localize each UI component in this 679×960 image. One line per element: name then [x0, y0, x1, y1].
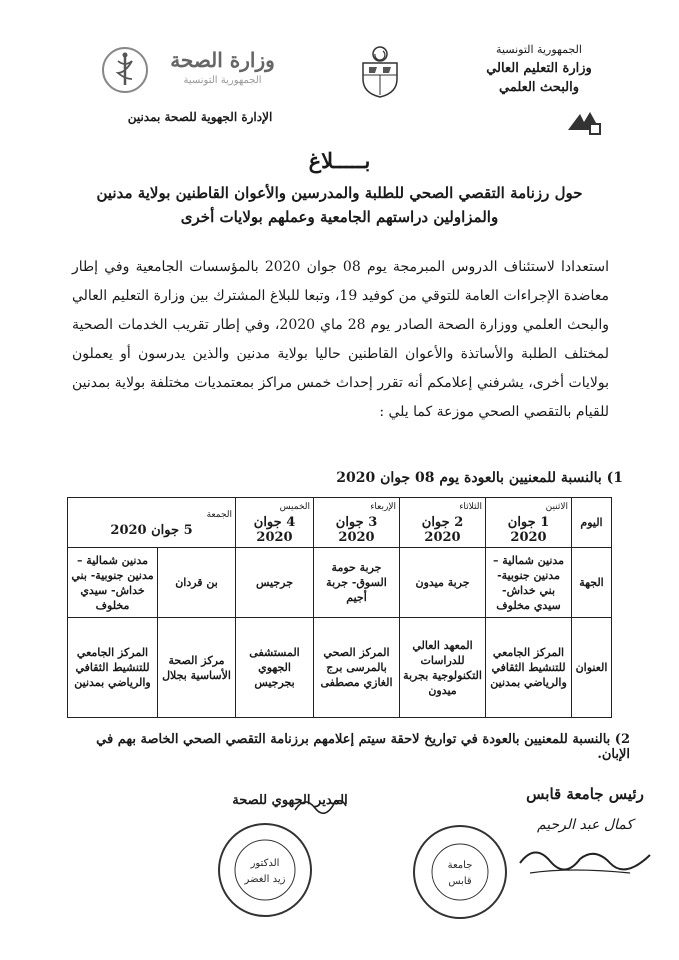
ministry-subtitle: والبحث العلمي	[499, 80, 579, 95]
ministry-name: وزارة التعليم العالي	[486, 61, 592, 76]
table-row-days	[68, 498, 612, 548]
day-cell: الثلاثاء 2 جوان 2020	[400, 498, 486, 548]
health-director-stamp	[215, 820, 315, 920]
region-cell: جربة ميدون	[400, 548, 486, 618]
university-logo	[560, 108, 608, 138]
day-cell: الخميس 4 جوان 2020	[236, 498, 314, 548]
notice-subtitle-line2: والمزاولين دراستهم الجامعية وعملهم بولايات أخرى	[180, 208, 499, 226]
region-cell: مدنين شمالية – مدنين جنوبية- بني خداش- سيدي مخلوف	[486, 548, 572, 618]
section1-heading: 1) بالنسبة للمعنيين بالعودة يوم 08 جوان 2020	[336, 470, 623, 486]
president-name: كمال عبد الرحيم	[536, 817, 634, 833]
address-cell: المركز الجامعي للتنشيط الثقافي والرياضي بمدنين	[68, 618, 158, 718]
health-logo-icon	[100, 45, 150, 95]
svg-text:الدكتور: الدكتور	[250, 858, 280, 869]
day-cell: الإربعاء 3 جوان 2020	[314, 498, 400, 548]
president-title: رئيس جامعة قابس	[526, 785, 644, 803]
handwritten-signature-icon	[510, 833, 660, 883]
row-header-address: العنوان	[572, 618, 612, 718]
tunisia-emblem	[355, 45, 405, 100]
university-stamp	[410, 822, 510, 922]
regional-director-title: المدير الجهوي للصحة	[232, 793, 348, 808]
ministry-higher-education-header	[439, 40, 639, 97]
schedule-table	[67, 497, 612, 718]
notice-body-paragraph: استعدادا لاستئناف الدروس المبرمجة يوم 08 جوان 2020 بالمؤسسات الجامعية وفي إطار معاضدة الإجراءات العامة للتوقي من كوفيد 19، وتبعا للبلاغ المشترك بين وزارة التعليم العالي والبحث العلمي ووزارة الصحة الصادر يوم 28 ماي 2020، وفي إطار تقريب الخدمات الصحية لمختلف الطلبة والأساتذة والأعوان القاطنين حاليا بولاية مدنين والذين يدرسون أو يعملون بولايات أخرى، يشرفني إعلامكم أنه تقرر إحداث خمس مراكز بمعتمديات مختلفة بولاية بمدنين للقيام بالتقصي الصحي موزعة كما يلي :	[72, 259, 610, 420]
svg-text:زيد الغضر: زيد الغضر	[244, 874, 286, 885]
regional-administration-label: الإدارة الجهوية للصحة بمدنين	[127, 110, 273, 124]
region-cell: جرجيس	[236, 548, 314, 618]
table-row-region	[68, 548, 612, 618]
address-cell: المركز الجامعي للتنشيط الثقافي والرياضي بمدنين	[486, 618, 572, 718]
health-republic-label: الجمهورية التونسية	[183, 75, 262, 86]
svg-text:قابس: قابس	[448, 876, 472, 887]
day-cell: الجمعة 5 جوان 2020	[68, 498, 236, 548]
notice-title: بـــــلاغ	[308, 148, 371, 173]
health-ministry-name: وزارة الصحة	[170, 48, 275, 72]
director-signature-icon	[290, 790, 350, 820]
address-cell: المعهد العالي للدراسات التكنولوجية بجربة ميدون	[400, 618, 486, 718]
notice-subtitle-line1: حول رزنامة التقصي الصحي للطلبة والمدرسين والأعوان القاطنين بولاية مدنين	[96, 184, 583, 202]
svg-text:جامعة: جامعة	[447, 860, 473, 871]
region-cell: بن قردان	[158, 548, 236, 618]
day-cell: الاثنين 1 جوان 2020	[486, 498, 572, 548]
row-header-day: اليوم	[572, 498, 612, 548]
address-cell: مركز الصحة الأساسية بجلال	[158, 618, 236, 718]
address-cell: المركز الصحي بالمرسى برج الغازي مصطفى	[314, 618, 400, 718]
region-cell: جربة حومة السوق- جربة أجيم	[314, 548, 400, 618]
address-cell: المستشفى الجهوي بجرجيس	[236, 618, 314, 718]
row-header-region: الجهة	[572, 548, 612, 618]
table-row-address	[68, 618, 612, 718]
university-president-signature	[510, 785, 660, 905]
section2-text: 2) بالنسبة للمعنيين بالعودة في تواريخ لاحقة سيتم إعلامهم برزنامة التقصي الصحي الخاصة بهم في الإبان.	[96, 732, 630, 762]
region-cell: مدنين شمالية – مدنين جنوبية- بني خداش- سيدي مخلوف	[68, 548, 158, 618]
republic-label: الجمهورية التونسية	[496, 43, 582, 56]
